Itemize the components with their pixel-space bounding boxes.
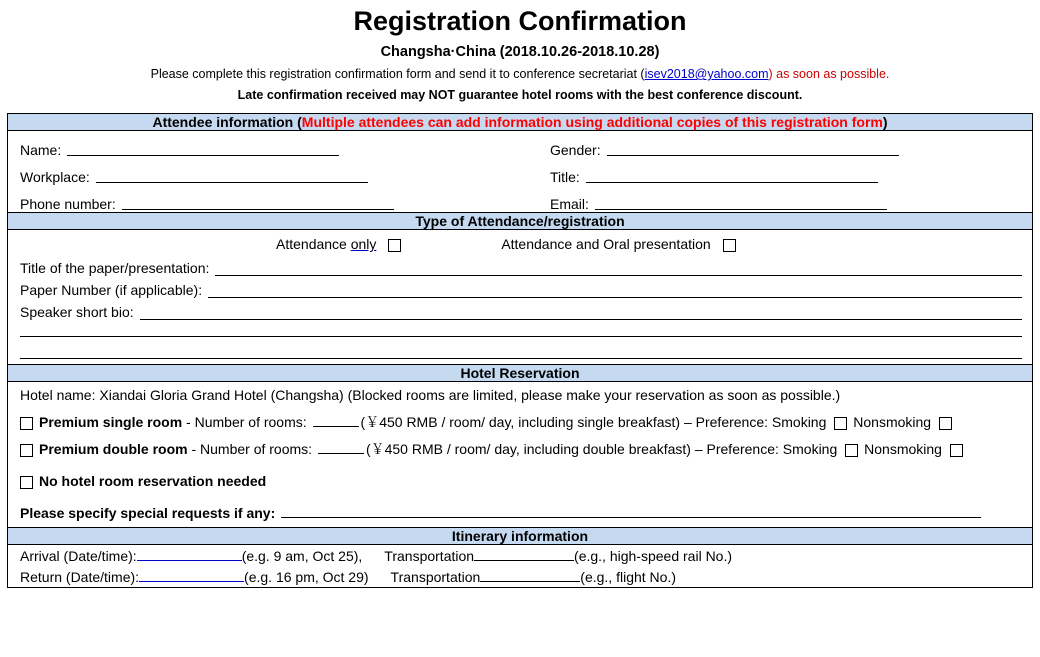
workplace-title-row	[8, 158, 1032, 185]
instruction-suffix: ) as soon as possible.	[768, 67, 890, 82]
single-room-rest-a: - Number of rooms:	[182, 414, 311, 431]
attendee-body-row	[8, 131, 1033, 213]
paper-title-row	[8, 254, 1032, 276]
instruction-prefix: Please complete this registration confirmation form and send it to conference secretariat (	[150, 67, 645, 82]
phone-email-row	[8, 185, 1032, 212]
gender-label: Gender:	[550, 142, 601, 159]
arrival-transport-input[interactable]	[474, 547, 574, 561]
arrival-transport-label: Transportation	[384, 548, 475, 565]
special-requests-input[interactable]	[281, 503, 981, 518]
phone-label: Phone number:	[20, 196, 116, 213]
return-hint: (e.g. 16 pm, Oct 29)	[244, 569, 369, 586]
paper-title-label: Title of the paper/presentation:	[20, 260, 210, 277]
single-nonsmoking-label: Nonsmoking	[853, 414, 932, 431]
attendee-section-heading	[8, 114, 1033, 131]
gender-input[interactable]	[607, 139, 899, 156]
single-room-checkbox[interactable]	[20, 417, 33, 430]
name-gender-row	[8, 131, 1032, 158]
registration-table	[7, 113, 1033, 588]
paper-number-label: Paper Number (if applicable):	[20, 282, 203, 299]
workplace-input[interactable]	[96, 166, 368, 183]
hotel-section-heading: Hotel Reservation	[8, 365, 1033, 382]
attendee-heading-red: Multiple attendees can add information using additional copies of this registration form	[301, 114, 883, 131]
attendance-fields-cell	[8, 230, 1033, 365]
arrival-input[interactable]	[137, 547, 242, 561]
arrival-row	[8, 545, 1032, 566]
double-room-rest-b: (￥450 RMB / room/ day, including double breakfast) – Preference: Smoking	[365, 441, 838, 458]
double-room-rest-a: - Number of rooms:	[187, 441, 316, 458]
attendance-section-heading: Type of Attendance/registration	[8, 213, 1033, 230]
return-transport-input[interactable]	[480, 568, 580, 582]
name-input[interactable]	[67, 139, 339, 156]
hotel-fields-cell	[8, 382, 1033, 528]
attendance-only-option[interactable]	[276, 236, 401, 252]
double-room-label: Premium double room	[39, 441, 188, 458]
double-nonsmoking-checkbox[interactable]	[950, 444, 963, 457]
itinerary-body-row	[8, 545, 1033, 588]
attendance-body-row	[8, 230, 1033, 365]
double-room-count-input[interactable]	[318, 440, 364, 454]
single-room-label: Premium single room	[39, 414, 183, 431]
arrival-hint: (e.g. 9 am, Oct 25),	[241, 548, 363, 565]
instruction-text	[0, 67, 1040, 81]
no-reservation-row	[8, 463, 1032, 495]
attendance-only-checkbox[interactable]	[388, 239, 401, 252]
paper-number-input[interactable]	[208, 282, 1022, 298]
speaker-bio-row	[8, 298, 1032, 320]
name-label: Name:	[20, 142, 62, 159]
late-confirmation-note: Late confirmation received may NOT guarantee hotel rooms with the best conference discount.	[237, 88, 803, 103]
attendance-oral-option[interactable]	[501, 236, 735, 252]
hotel-header-row	[8, 365, 1033, 382]
secretariat-email-link[interactable]: isev2018@yahoo.com	[644, 67, 769, 82]
registration-form-page	[0, 6, 1040, 657]
speaker-bio-input[interactable]	[140, 304, 1022, 320]
email-field-group	[550, 193, 1032, 212]
email-input[interactable]	[595, 193, 887, 210]
event-location-dates: Changsha·China (2018.10.26-2018.10.28)	[380, 44, 660, 61]
phone-input[interactable]	[122, 193, 394, 210]
speaker-bio-extra-line-1[interactable]	[8, 320, 1032, 342]
no-reservation-label: No hotel room reservation needed	[39, 473, 267, 490]
return-transport-label: Transportation	[390, 569, 481, 586]
return-row	[8, 566, 1032, 587]
hotel-body-row	[8, 382, 1033, 528]
attendance-only-label: Attendance only	[276, 236, 377, 253]
itinerary-fields-cell	[8, 545, 1033, 588]
double-smoking-checkbox[interactable]	[845, 444, 858, 457]
attendance-oral-checkbox[interactable]	[723, 239, 736, 252]
phone-field-group	[20, 193, 550, 212]
title-field-group	[550, 166, 1032, 185]
speaker-bio-label: Speaker short bio:	[20, 304, 134, 321]
return-input[interactable]	[139, 568, 244, 582]
double-room-row	[8, 436, 1032, 463]
itinerary-header-row	[8, 528, 1033, 545]
workplace-field-group	[20, 166, 550, 185]
attendance-header-row	[8, 213, 1033, 230]
double-room-checkbox[interactable]	[20, 444, 33, 457]
itinerary-section-heading: Itinerary information	[8, 528, 1033, 545]
attendance-oral-label: Attendance and Oral presentation	[501, 236, 711, 253]
attendance-options	[8, 230, 1032, 254]
single-nonsmoking-checkbox[interactable]	[939, 417, 952, 430]
arrival-label: Arrival (Date/time):	[20, 548, 137, 565]
double-nonsmoking-label: Nonsmoking	[864, 441, 942, 458]
workplace-label: Workplace:	[20, 169, 90, 186]
no-reservation-checkbox[interactable]	[20, 476, 33, 489]
title-input[interactable]	[586, 166, 878, 183]
paper-title-input[interactable]	[215, 260, 1022, 276]
speaker-bio-extra-line-2[interactable]	[8, 342, 1032, 364]
attendee-header-row	[8, 114, 1033, 131]
attendee-fields-cell	[8, 131, 1033, 213]
title-label: Title:	[550, 169, 580, 186]
paper-number-row	[8, 276, 1032, 298]
name-field-group	[20, 139, 550, 158]
page-title: Registration Confirmation	[353, 6, 687, 36]
return-label: Return (Date/time):	[20, 569, 140, 586]
attendee-heading-main: Attendee information (	[152, 114, 302, 131]
special-requests-row	[8, 495, 1032, 527]
single-room-row	[8, 409, 1032, 436]
special-requests-label: Please specify special requests if any:	[20, 505, 276, 522]
hotel-name-line: Hotel name: Xiandai Gloria Grand Hotel (Changsha) (Blocked rooms are limited, please make your reservation as soon as possible.)	[20, 387, 841, 404]
email-label: Email:	[550, 196, 589, 213]
single-room-rest-b: (￥450 RMB / room/ day, including single breakfast) – Preference: Smoking	[360, 414, 827, 431]
single-smoking-checkbox[interactable]	[834, 417, 847, 430]
attendee-heading-tail: )	[882, 114, 888, 131]
return-transport-hint: (e.g., flight No.)	[580, 569, 676, 586]
gender-field-group	[550, 139, 1032, 158]
arrival-transport-hint: (e.g., high-speed rail No.)	[574, 548, 733, 565]
single-room-count-input[interactable]	[313, 413, 359, 427]
